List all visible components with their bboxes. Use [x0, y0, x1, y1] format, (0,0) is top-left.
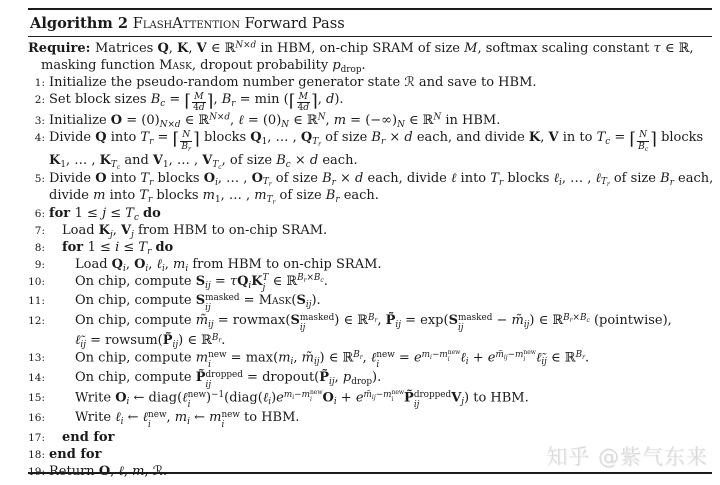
line-content: Divide O into $T_r$ blocks $O_i$, … , $O_{T_r}$ of size $B_r \times d$ each, divide ℓ into $T_r$ blocks ℓ$_i$, … , ℓ$_{T_r}$ of size $B_r$ each,	[49, 170, 714, 189]
line-content: end for	[62, 430, 115, 446]
line-content: On chip, compute m new i = $\max(m_i$, $m̃_{ij}$) ∈ ℝ$^{B_r}$, ℓ new i = $e^{m_i-m new i}$ ℓ$_i$ + $e^{m̃_{ij}-m new i}$ $\ell̃_{ij}$ ∈ ℝ$^{B_r}$.	[75, 349, 590, 370]
line-content: On chip, compute P̃ dropped ij = $dropout(P̃_{ij}$, $p_{drop}$).	[75, 370, 382, 390]
algo-line-4	[28, 130, 712, 153]
line-content: Initialize $O = (0)_{N\times d}$ ∈ ℝ$^{N\times d}$, ℓ = $(0)_N$ ∈ ℝ$^N$, $m = (-\infty)_N$ ∈ ℝ$^N$ in HBM.	[49, 112, 501, 131]
algo-line-6	[28, 206, 712, 223]
line-content: $\ell̃_{ij}$ = $rowsum(P̃_{ij})$ ∈ ℝ$^{B_r}$.	[75, 332, 226, 351]
algo-line-7	[28, 223, 712, 240]
algo-line-2	[28, 92, 712, 114]
bottom-rule	[28, 472, 712, 474]
line-content: Load $Q_i$, $O_i$, ℓ$_i$, $m_i$ from HBM to on-chip SRAM.	[75, 256, 382, 274]
line-number: 2:	[34, 93, 45, 106]
algo-line-13	[28, 350, 712, 370]
algorithm-body	[28, 40, 712, 481]
zhihu-watermark: 知乎 @紫气东来	[546, 445, 708, 469]
line-content: divide m into $T_r$ blocks $m_1$, … , $m_{T_r}$ of size $B_r$ each.	[49, 188, 379, 207]
algorithm-title-rest: Forward Pass	[239, 15, 345, 32]
algo-line-12	[28, 313, 712, 333]
line-content: for $1 \le i \le T_r$ do	[62, 239, 174, 257]
line-number: 13:	[28, 352, 45, 365]
line-number: 11:	[28, 295, 45, 308]
line-content: $K_1$, … , $K_{T_c}$ and $V_1$, … , $V_{T_c}$, of size $B_c \times d$ each.	[49, 152, 358, 171]
algo-line-10	[28, 274, 712, 294]
line-number: 3:	[34, 115, 45, 128]
line-content: Divide Q into $T_r$ = ⌈ $\frac{N}{B_r}$ ⌉ blocks $Q_1$, … , $Q_{T_r}$ of size $B_r \times d$ each, and divide K, V in to $T_c$ = ⌈ $\frac{N}{B_c}$ ⌉ blocks	[49, 129, 704, 153]
line-number: 9:	[34, 258, 45, 271]
algorithm-box	[28, 0, 712, 481]
algorithm-title	[28, 10, 712, 36]
line-number: 7:	[34, 224, 45, 237]
line-number: 5:	[34, 172, 45, 185]
line-number: 16:	[28, 412, 45, 425]
algo-line-11	[28, 293, 712, 313]
line-content: Set block sizes $B_c$ = ⌈ $\frac{M}{4d}$ ⌉, $B_r = \min$ (⌈ $\frac{M}{4d}$ ⌉, d).	[49, 91, 344, 114]
algo-line-require-0	[28, 41, 712, 58]
line-number: 15:	[28, 392, 45, 405]
algo-line-9	[28, 257, 712, 274]
line-number: 14:	[28, 372, 45, 385]
algorithm-name-smallcaps: FlashAttention	[132, 15, 240, 32]
algo-line-5	[28, 171, 712, 189]
algo-line-cont-6	[28, 153, 712, 171]
line-content: On chip, compute $S_{ij} = \tau Q_iK$ T j ∈ ℝ$^{B_r\times B_c}$.	[75, 273, 328, 293]
line-content: end for	[49, 446, 102, 462]
algo-line-1	[28, 75, 712, 92]
algo-line-15	[28, 390, 712, 410]
algo-line-cont-8	[28, 188, 712, 206]
line-content: Write ℓ$_i$ ← ℓ new i , $m_i$ ← m new i to HBM.	[75, 410, 300, 430]
algo-line-14	[28, 370, 712, 390]
line-content: Load $K_j$, $V_j$ from HBM to on-chip SRAM.	[62, 222, 328, 240]
line-number: 8:	[34, 241, 45, 254]
line-number: 1:	[34, 76, 45, 89]
line-number: 17:	[28, 432, 45, 445]
title-divider-rule	[28, 36, 712, 37]
line-number: 6:	[34, 208, 45, 221]
algorithm-number-label: Algorithm 2	[30, 15, 129, 32]
algo-line-3	[28, 113, 712, 130]
algo-line-require-1	[28, 58, 712, 75]
algo-line-16	[28, 410, 712, 430]
line-number: 18:	[28, 448, 45, 461]
algo-line-8	[28, 240, 712, 257]
algo-line-cont-16	[28, 333, 712, 350]
line-content: for $1 \le j \le T_c$ do	[49, 206, 161, 223]
line-content: Initialize the pseudo-random number generator state ℛ and save to HBM.	[49, 74, 537, 90]
line-content: On chip, compute $m̃_{ij} = rowmax(S$ masked ij ) ∈ ℝ$^{B_r}$, $P̃_{ij} = \exp(S$ masked ij − $m̃_{ij}$) ∈ ℝ$^{B_r\times B_c}$ (pointwise),	[75, 312, 672, 333]
line-content: Write $O_i$ ← diag(ℓ new i )$^{-1}(diag(\ell_i)e^{m_i-m new i}$ $O_i + e^{m̃_{ij}-m new i}$ P̃ dropped ij $V_j$) to HBM.	[75, 389, 529, 410]
line-number: 12:	[28, 315, 45, 328]
line-content: On chip, compute S masked ij = $Mask(S_{ij})$.	[75, 293, 321, 313]
line-number: 10:	[28, 275, 45, 288]
line-number: 4:	[34, 132, 45, 145]
line-content: masking function Mask, dropout probability $p_{drop}$.	[41, 58, 366, 75]
line-content: Require: Matrices Q, K, V ∈ ℝ$^{N\times d}$ in HBM, on-chip SRAM of size M, softmax scaling constant τ ∈ ℝ,	[28, 40, 694, 57]
